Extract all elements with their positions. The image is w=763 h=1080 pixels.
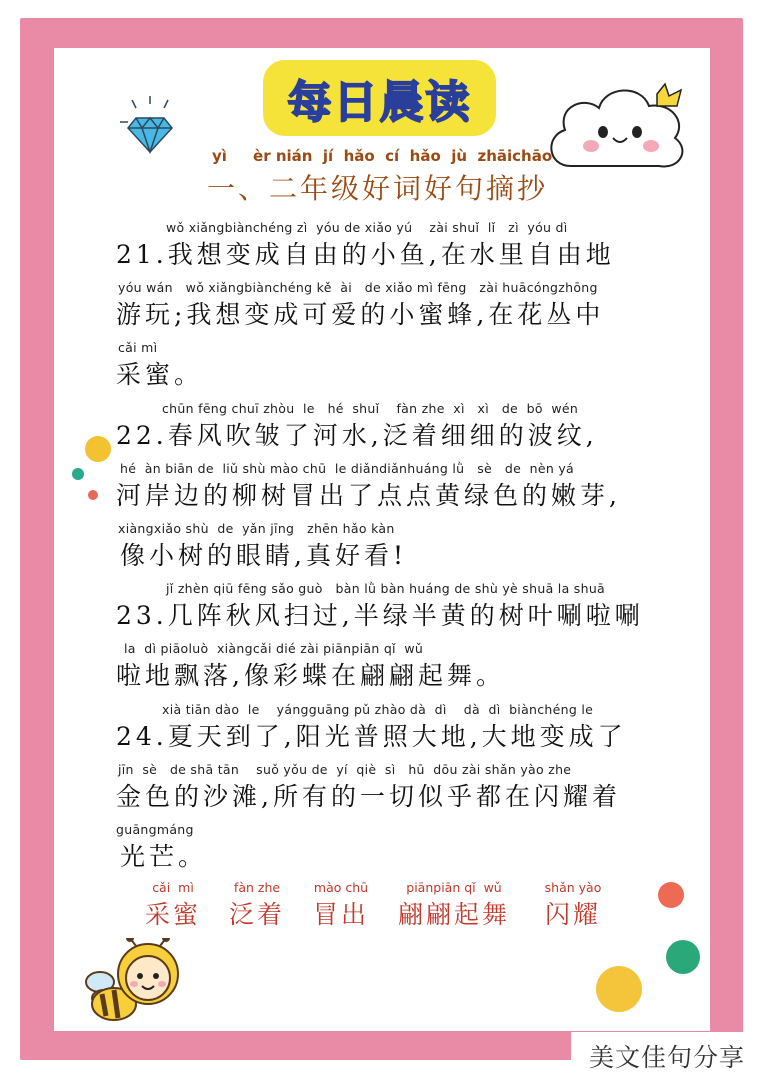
text-line: 22.春风吹皱了河水,泛着细细的波纹, bbox=[116, 421, 598, 450]
vocab-pinyin: piānpiān qǐ wǔ bbox=[406, 880, 502, 895]
line-pinyin: xià tiān dào le yángguāng pǔ zhào dà dì dà dì biànchéng le bbox=[162, 702, 594, 717]
text-line: 光芒。 bbox=[120, 842, 208, 871]
page-title: 每日晨读 bbox=[287, 77, 472, 128]
line-pinyin: xiàngxiǎo shù de yǎn jīng zhēn hǎo kàn bbox=[118, 521, 395, 536]
section-heading: 一、二年级好词好句摘抄 bbox=[207, 172, 549, 205]
text-line: 像小树的眼睛,真好看! bbox=[120, 541, 407, 570]
line-pinyin: jǐ zhèn qiū fēng sǎo guò bàn lǜ bàn huáng de shù yè shuā la shuā bbox=[166, 581, 606, 596]
vocab-word: 翩翩起舞 bbox=[397, 900, 510, 929]
decor-dot-teal bbox=[72, 468, 84, 480]
text-line: 金色的沙滩,所有的一切似乎都在闪耀着 bbox=[116, 782, 621, 811]
vocab-word: 冒出 bbox=[312, 900, 369, 929]
line-pinyin: chūn fēng chuī zhòu le hé shuǐ fàn zhe xì xì de bō wén bbox=[162, 401, 579, 416]
text-line: 啦地飘落,像彩蝶在翩翩起舞。 bbox=[116, 661, 505, 690]
cloud-face-icon bbox=[541, 76, 691, 181]
text-line: 21.我想变成自由的小鱼,在水里自由地 bbox=[116, 240, 615, 269]
bee-icon bbox=[78, 938, 188, 1028]
decor-dot-gold bbox=[596, 966, 642, 1012]
vocab-word: 泛着 bbox=[228, 900, 285, 929]
heading-pinyin: yì èr nián jí hǎo cí hǎo jù zhāichāo bbox=[212, 147, 553, 165]
decor-dot-red bbox=[88, 490, 98, 500]
watermark-badge bbox=[571, 1032, 763, 1080]
line-pinyin: yóu wán wǒ xiǎngbiànchéng kě ài de xiǎo mì fēng zài huācóngzhōng bbox=[118, 280, 598, 295]
text-line: 游玩;我想变成可爱的小蜜蜂,在花丛中 bbox=[116, 300, 605, 329]
title-banner bbox=[263, 60, 496, 136]
line-pinyin: cǎi mì bbox=[118, 340, 158, 355]
watermark-text: 美文佳句分享 bbox=[588, 1043, 745, 1072]
decor-dot-yellow bbox=[85, 436, 111, 462]
vocab-word: 采蜜 bbox=[144, 900, 201, 929]
vocab-pinyin: shǎn yào bbox=[544, 880, 602, 895]
line-pinyin: jīn sè de shā tān suǒ yǒu de yí qiè sì hū dōu zài shǎn yào zhe bbox=[118, 762, 572, 777]
text-line: 23.几阵秋风扫过,半绿半黄的树叶唰啦唰 bbox=[116, 601, 644, 630]
vocab-pinyin: mào chū bbox=[313, 880, 369, 895]
line-pinyin: wǒ xiǎngbiànchéng zì yóu de xiǎo yú zài shuǐ lǐ zì yóu dì bbox=[166, 220, 568, 235]
text-line: 24.夏天到了,阳光普照大地,大地变成了 bbox=[116, 722, 627, 751]
decor-dot-coral bbox=[658, 882, 684, 908]
text-line: 河岸边的柳树冒出了点点黄绿色的嫩芽, bbox=[116, 481, 621, 510]
decor-dot-green bbox=[666, 940, 700, 974]
line-pinyin: guāngmáng bbox=[116, 822, 194, 837]
line-pinyin: hé àn biān de liǔ shù mào chū le diǎndiǎnhuáng lǜ sè de nèn yá bbox=[120, 461, 574, 476]
vocab-pinyin: cǎi mì bbox=[152, 880, 194, 895]
line-pinyin: la dì piāoluò xiàngcǎi dié zài piānpiān qǐ wǔ bbox=[124, 641, 424, 656]
vocab-word: 闪耀 bbox=[544, 900, 601, 929]
diamond-icon bbox=[118, 96, 190, 156]
text-line: 采蜜。 bbox=[116, 360, 204, 389]
vocab-pinyin: fàn zhe bbox=[233, 880, 281, 895]
